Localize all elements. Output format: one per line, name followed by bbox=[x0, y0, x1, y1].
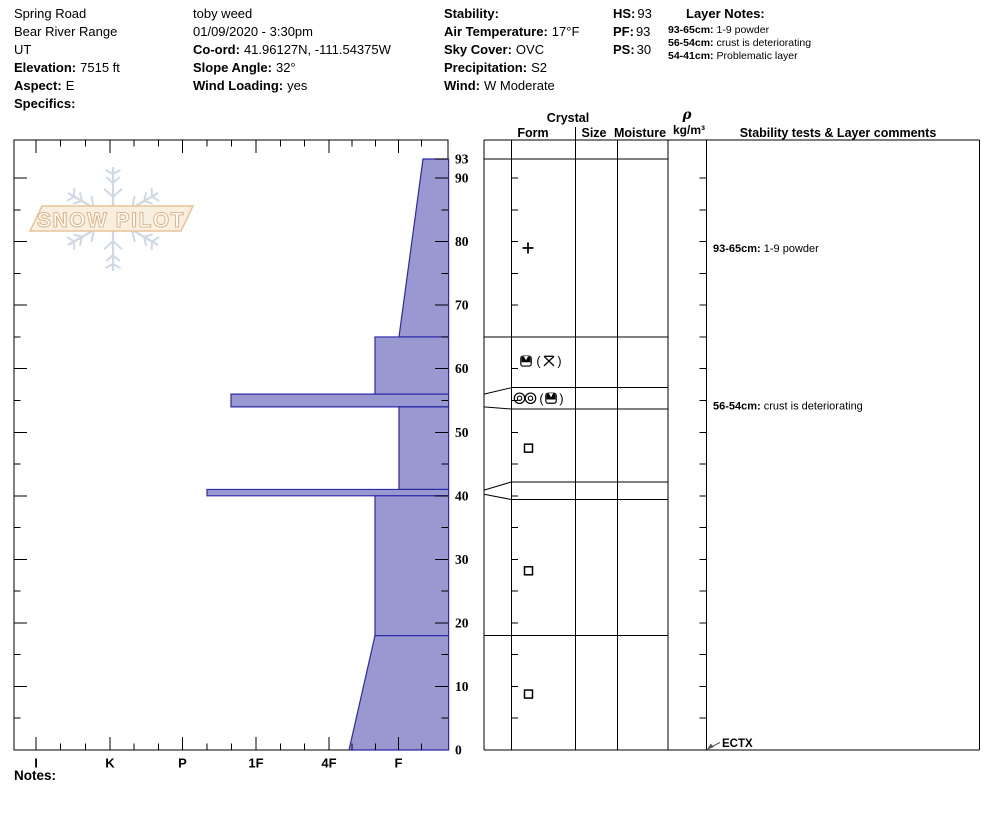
svg-text:): ) bbox=[559, 391, 564, 406]
svg-text:): ) bbox=[557, 354, 562, 369]
snowpilot-logo bbox=[30, 168, 193, 270]
svg-text:50: 50 bbox=[455, 424, 469, 440]
svg-text:93-65cm: 1-9 powder: 93-65cm: 1-9 powder bbox=[713, 242, 819, 255]
layer-notes-list bbox=[668, 24, 811, 63]
svg-text:I: I bbox=[34, 755, 38, 771]
stability-line: Stability: bbox=[444, 6, 499, 21]
svg-text:90: 90 bbox=[455, 170, 469, 186]
svg-text:(: ( bbox=[536, 354, 541, 369]
wind-loading-line: Wind Loading: yes bbox=[193, 78, 308, 93]
svg-text:(: ( bbox=[539, 391, 544, 406]
range-name: Bear River Range bbox=[14, 24, 118, 39]
svg-text:56-54cm: crust is deterioratin: 56-54cm: crust is deteriorating bbox=[713, 400, 863, 413]
svg-text:93: 93 bbox=[455, 151, 469, 167]
svg-text:Size: Size bbox=[581, 126, 607, 140]
svg-text:40: 40 bbox=[455, 488, 469, 504]
svg-text:Notes:: Notes: bbox=[14, 768, 57, 783]
air-temp-line: Air Temperature: 17°F bbox=[444, 24, 580, 39]
layer-note: 93-65cm: 1-9 powder bbox=[668, 24, 770, 36]
svg-text:ρ: ρ bbox=[682, 107, 692, 123]
svg-text:Crystal: Crystal bbox=[546, 111, 590, 125]
sky-cover-line: Sky Cover: OVC bbox=[444, 42, 545, 57]
svg-text:Stability tests & Layer commen: Stability tests & Layer comments bbox=[739, 126, 937, 140]
svg-text:60: 60 bbox=[455, 361, 469, 377]
layer-note: 54-41cm: Problematic layer bbox=[668, 50, 798, 62]
header-location bbox=[14, 5, 120, 113]
pit-name: Spring Road bbox=[14, 6, 87, 21]
header-conditions bbox=[444, 5, 579, 95]
slope-angle-line: Slope Angle: 32° bbox=[193, 60, 296, 75]
svg-text:30: 30 bbox=[455, 551, 469, 567]
layer-notes-title: Layer Notes: bbox=[686, 6, 765, 21]
svg-text:70: 70 bbox=[455, 297, 469, 313]
svg-text:4F: 4F bbox=[321, 755, 337, 771]
grain-form-symbols bbox=[514, 242, 563, 698]
header-totals bbox=[613, 5, 652, 59]
wind-line: Wind: W Moderate bbox=[444, 78, 555, 93]
svg-text:1F: 1F bbox=[248, 755, 264, 771]
svg-text:SNOW PILOT: SNOW PILOT bbox=[37, 209, 185, 232]
svg-text:10: 10 bbox=[455, 678, 469, 694]
specifics-line: Specifics: bbox=[14, 96, 76, 111]
ps-line: PS: 30 bbox=[613, 42, 652, 57]
layer-note: 56-54cm: crust is deteriorating bbox=[668, 37, 812, 49]
header-observer bbox=[193, 5, 391, 95]
svg-text:80: 80 bbox=[455, 234, 469, 250]
pf-line: PF: 93 bbox=[613, 24, 651, 39]
hs-line: HS: 93 bbox=[613, 6, 652, 21]
svg-text:ECTX: ECTX bbox=[722, 738, 753, 750]
svg-text:Moisture: Moisture bbox=[613, 126, 667, 140]
svg-text:0: 0 bbox=[455, 742, 462, 758]
crystal-table-grid bbox=[484, 127, 979, 750]
observation-datetime: 01/09/2020 - 3:30pm bbox=[193, 24, 313, 39]
snow-layer-bars bbox=[207, 159, 449, 750]
elevation-line: Elevation: 7515 ft bbox=[14, 60, 120, 75]
svg-text:K: K bbox=[105, 755, 115, 771]
coordinates-line: Co-ord: 41.96127N, -111.54375W bbox=[193, 42, 391, 57]
precipitation-line: Precipitation: S2 bbox=[444, 60, 547, 75]
svg-text:20: 20 bbox=[455, 615, 469, 631]
svg-text:kg/m³: kg/m³ bbox=[672, 123, 706, 137]
svg-text:F: F bbox=[394, 755, 403, 771]
layer-comments bbox=[707, 243, 863, 750]
svg-text:Form: Form bbox=[517, 126, 549, 140]
state: UT bbox=[14, 42, 32, 57]
aspect-line: Aspect: E bbox=[14, 78, 75, 93]
svg-text:P: P bbox=[178, 755, 187, 771]
observer-name: toby weed bbox=[193, 6, 253, 21]
